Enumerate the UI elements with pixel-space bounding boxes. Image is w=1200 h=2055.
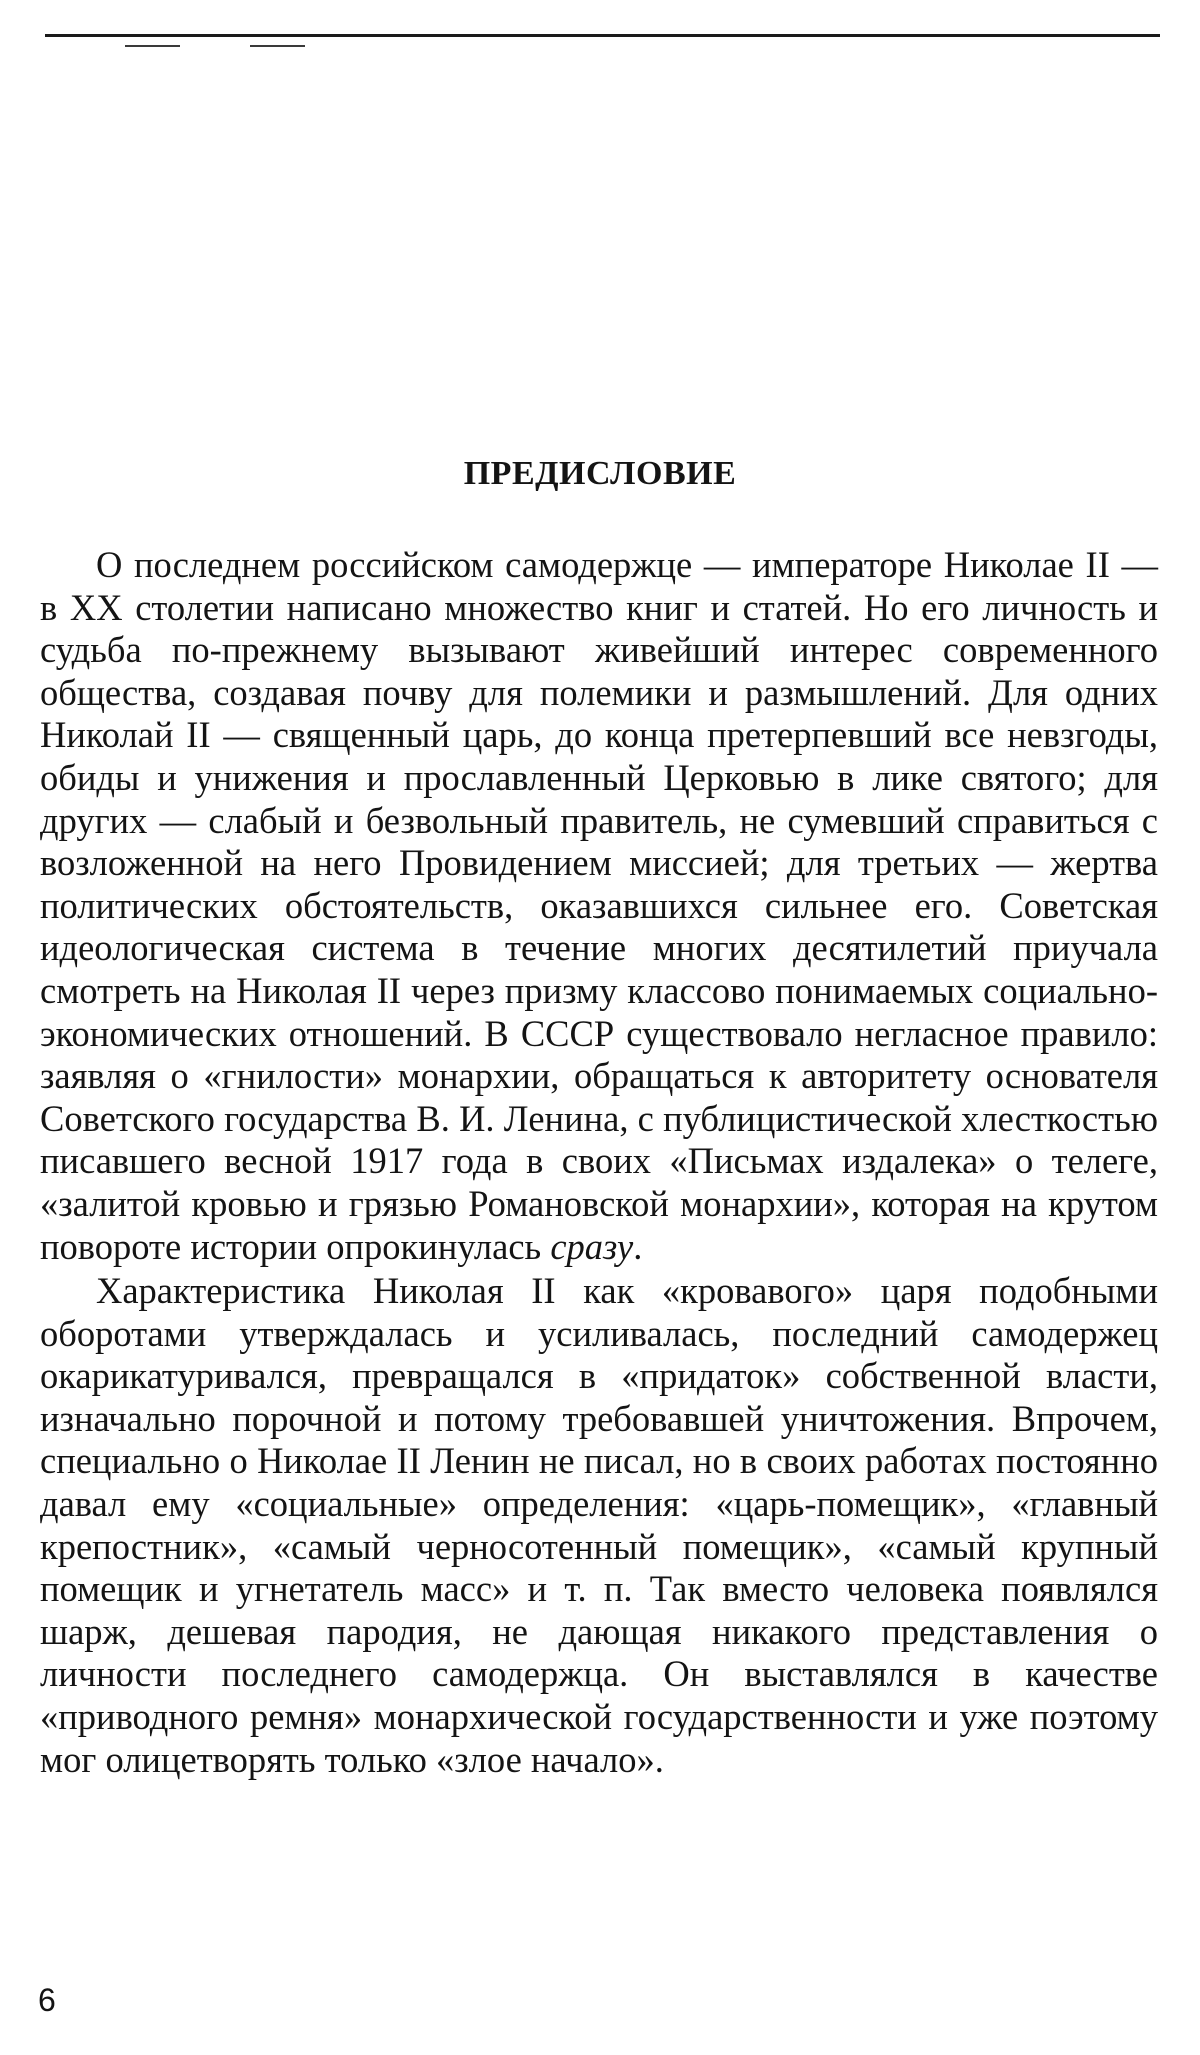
paragraph-text: Характеристика Николая II как «кровавого» царя подобными оборотами утверждалась и усиливалась, последний самодержец окарикатуривался, превращался в «придаток» собственной власти, изначально порочной и потому требовавшей уничтожения. Впрочем, специально о Николае II Ленин не писал, но в своих работах постоянно давал ему «социальные» определения: «царь-помещик», «главный крепостник», «самый черносотенный помещик», «самый крупный помещик и угнетатель масс» и т. п. Так вместо человека появлялся шарж, дешевая пародия, не дающая никакого представления о личности последнего самодержца. Он выставлялся в качестве «приводного ремня» монархической государственности и уже поэтому мог олицетворять только «злое начало». (40, 1270, 1158, 1780)
paragraph (40, 1270, 1158, 1781)
header-rule (45, 34, 1160, 37)
paragraph-text: О последнем российском самодержце — императоре Николае II — в XX столетии написано множество книг и статей. Но его личность и судьба по-прежнему вызывают живейший интерес современного общества, создавая почву для полемики и размышлений. Для одних Николай II — священный царь, до конца претерпевший все невзгоды, обиды и унижения и прославленный Церковью в лике святого; для других — слабый и безвольный правитель, не сумевший справиться с возложенной на него Провидением миссией; для третьих — жертва политических обстоятельств, оказавшихся сильнее его. Советская идеологическая система в течение многих десятилетий приучала смотреть на Николая II через призму классово понимаемых социально-экономических отношений. В СССР существовало негласное правило: заявляя о «гнилости» монархии, обращаться к авторитету основателя Советского государства В. И. Ленина, с публицистической хлесткостью писавшего весной 1917 года в своих «Письмах издалека» о телеге, «залитой кровью и грязью Романовской монархии», которая на крутом повороте истории опрокинулась (40, 544, 1158, 1267)
emphasized-word: сразу (550, 1225, 634, 1267)
header-rule-fragment (125, 45, 180, 47)
section-heading: ПРЕДИСЛОВИЕ (463, 455, 737, 492)
header-rule-fragment (250, 45, 305, 47)
body-text (40, 544, 1158, 1781)
paragraph-tail: . (633, 1225, 643, 1267)
page-number: 6 (38, 1982, 56, 2018)
paragraph (40, 544, 1158, 1268)
